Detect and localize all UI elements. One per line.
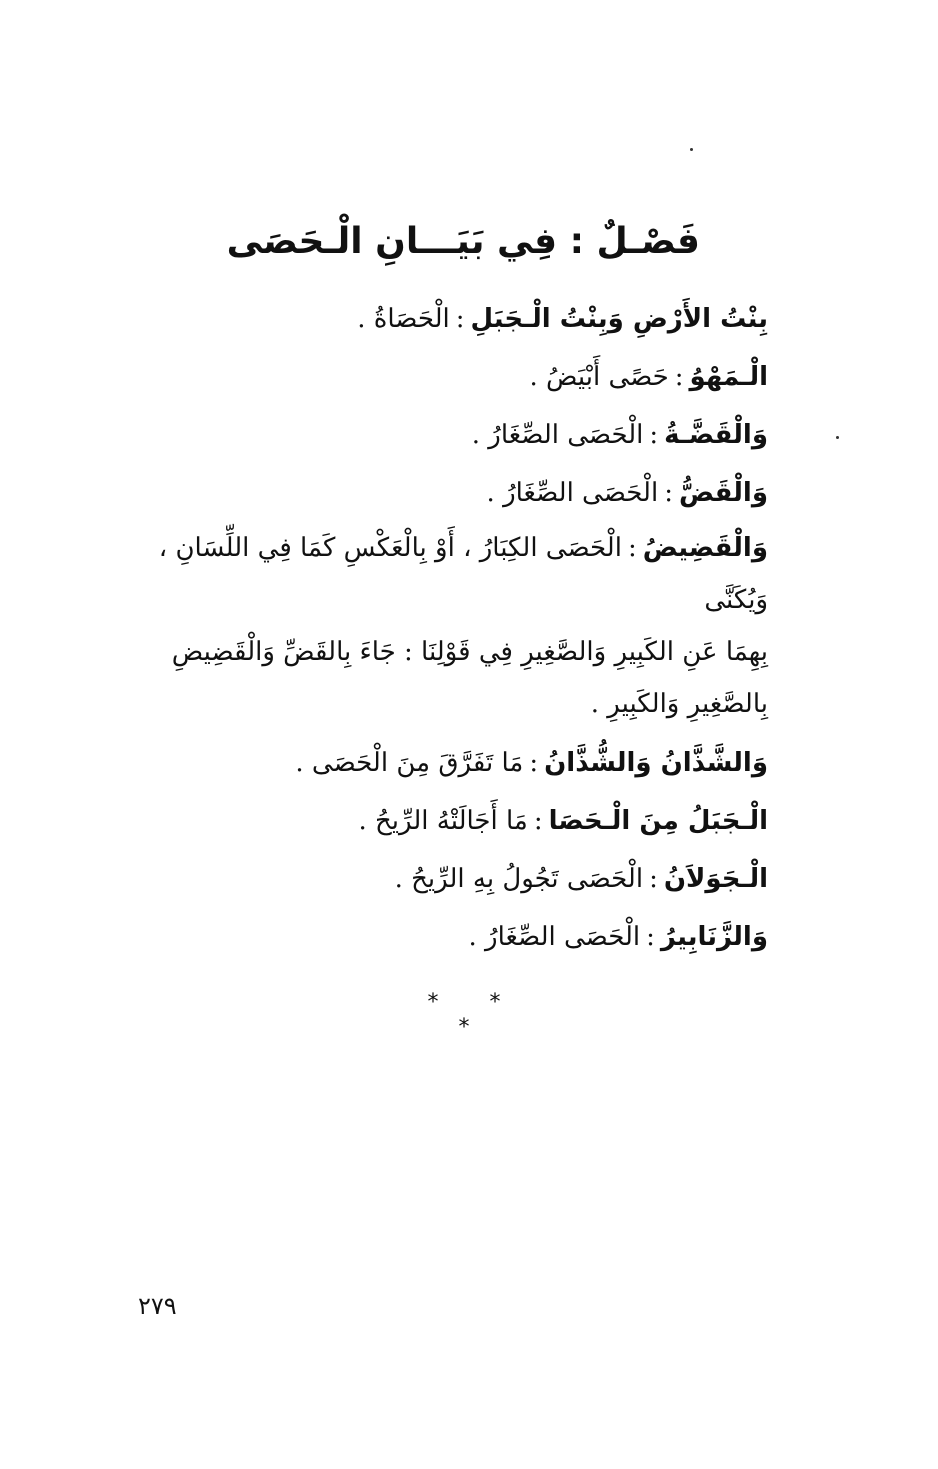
entry-definition: مَا تَفَرَّقَ مِنَ الْحَصَى . <box>295 748 524 778</box>
entry-definition: الْحَصَاةُ . <box>357 304 450 334</box>
list-item <box>128 406 768 464</box>
entry-separator: : <box>649 864 658 894</box>
entry-definition: الْحَصَى الصِّغَارُ . <box>468 922 641 952</box>
scan-speck <box>690 148 693 151</box>
entry-definition: الْحَصَى الكِبَارُ ، أَوْ بِالْعَكْسِ كَمَا فِي اللِّسَانِ ، وَيُكَنَّى <box>158 533 768 615</box>
entry-definition: الْحَصَى الصِّغَارُ . <box>471 420 644 450</box>
entry-definition: مَا أَجَالَتْهُ الرِّيحُ . <box>358 806 528 836</box>
entry-separator: : <box>646 922 655 952</box>
list-item <box>128 290 768 348</box>
entry-definition: الْحَصَى تَجُولُ بِهِ الرِّيحُ . <box>394 864 644 894</box>
entry-headword: وَالشَّذَّانُ وَالشُّذَّانُ <box>544 748 768 778</box>
scan-speck <box>836 436 839 439</box>
entry-headword: الْـمَهْوُ <box>689 362 768 392</box>
page-number: ٢٧٩ <box>138 1292 177 1320</box>
entry-list <box>128 290 768 966</box>
list-item <box>128 792 768 850</box>
list-item <box>128 522 768 730</box>
entry-definition: حَصًى أَبْيَضُ . <box>529 362 669 392</box>
list-item <box>128 734 768 792</box>
section-title: فَصْـلٌ : فِي بَيَـــانِ الْـحَصَى <box>226 221 700 262</box>
entry-definition-continued: بِهِمَا عَنِ الكَبِيرِ وَالصَّغِيرِ فِي قَوْلِنَا : جَاءَ بِالقَضِّ وَالْقَضِيضِ بِالصَّغِيرِ وَالكَبِيرِ . <box>171 637 768 719</box>
entry-definition: الْحَصَى الصِّغَارُ . <box>486 478 659 508</box>
entry-headword: الْـجَبَلُ مِنَ الْـحَصَا <box>548 806 768 836</box>
entry-headword: وَالْقَضَّـةُ <box>664 420 768 450</box>
list-item <box>128 850 768 908</box>
entry-headword: وَالْقَضِيضُ <box>642 533 768 563</box>
list-item <box>128 464 768 522</box>
entry-separator: : <box>674 362 684 392</box>
section-end-ornament: * * * <box>427 990 523 1040</box>
entry-headword: بِنْتُ الأَرْضِ وَبِنْتُ الْـجَبَلِ <box>470 304 768 334</box>
entry-separator: : <box>664 478 673 508</box>
entry-separator: : <box>533 806 543 836</box>
entry-separator: : <box>649 420 659 450</box>
entry-headword: الْـجَوَلاَنُ <box>663 864 768 894</box>
entry-headword: وَالزَّنَابِيرُ <box>660 922 768 952</box>
list-item <box>128 348 768 406</box>
list-item <box>128 908 768 966</box>
entry-headword: وَالْقَضُّ <box>678 478 768 508</box>
entry-separator: : <box>455 304 465 334</box>
entry-separator: : <box>627 533 637 563</box>
entry-separator: : <box>529 748 539 778</box>
